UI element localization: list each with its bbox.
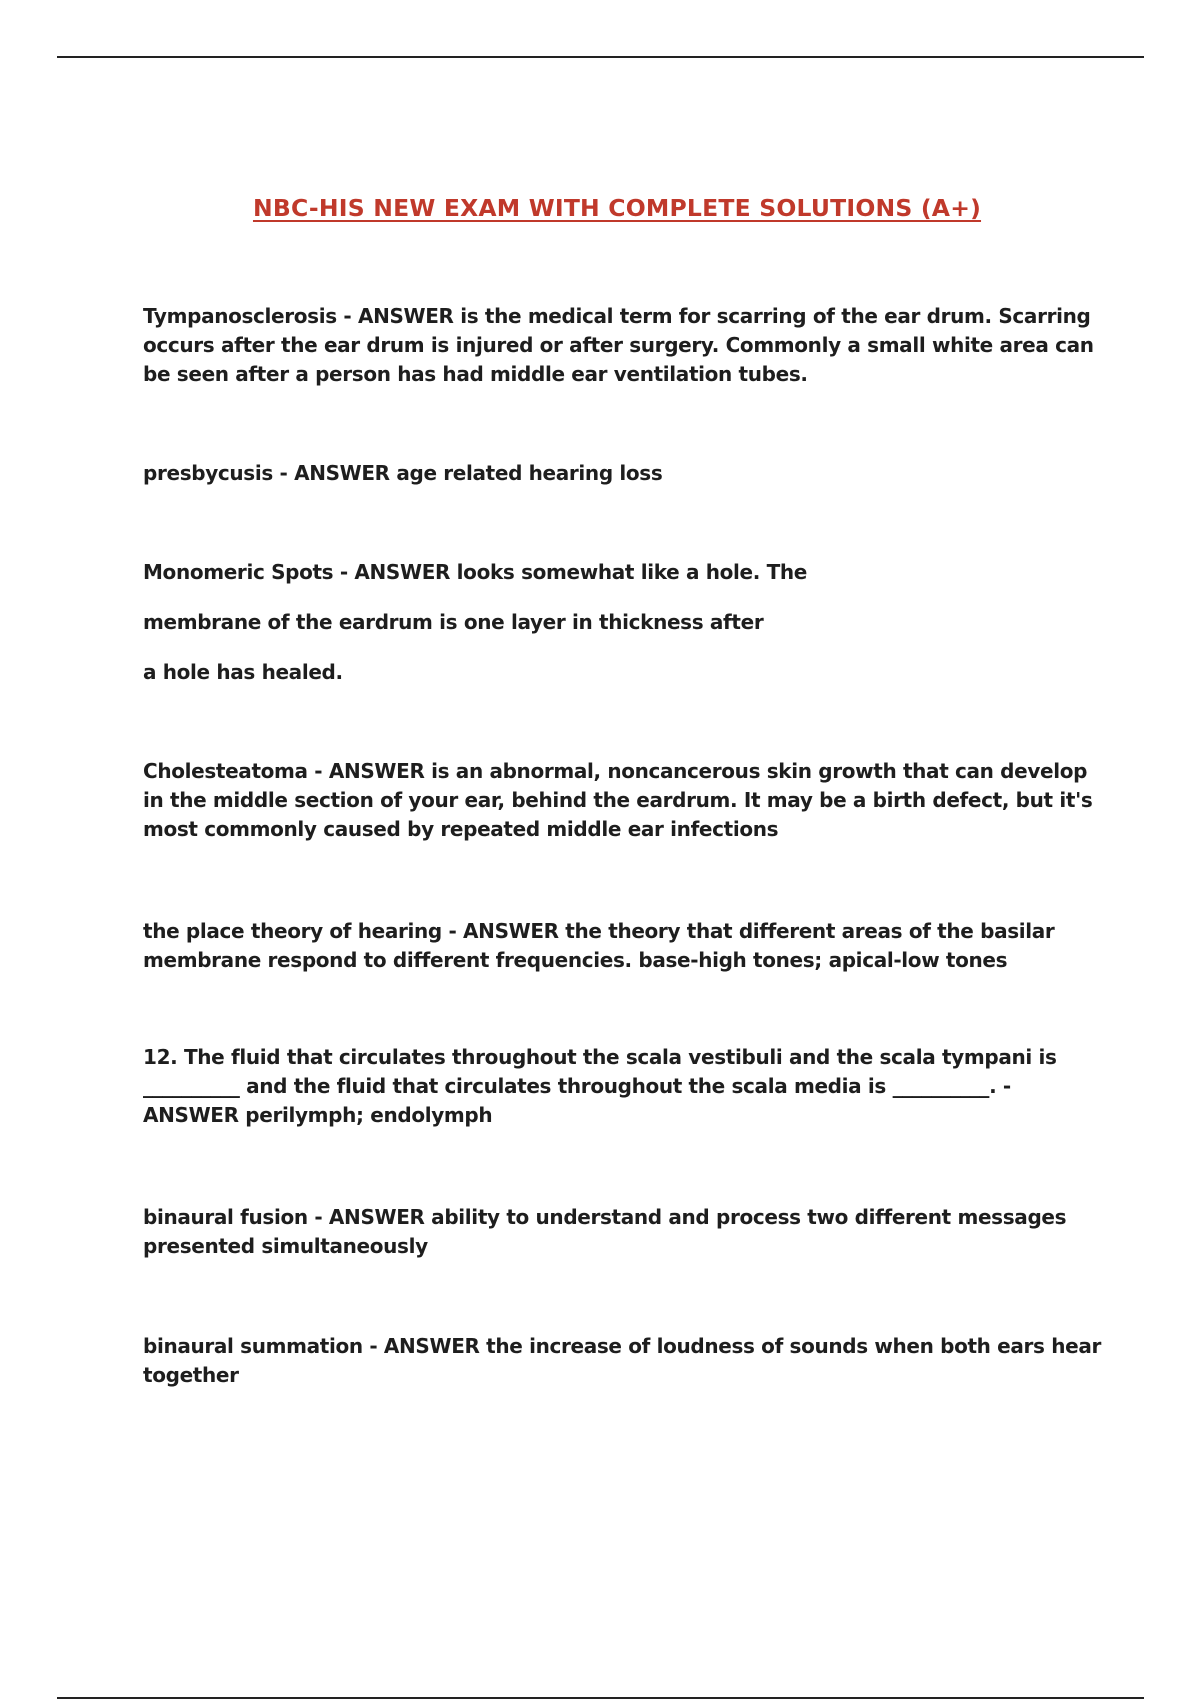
entry-scala-fluids	[143, 1043, 1103, 1130]
entry-line: ANSWER perilymph; endolymph	[143, 1103, 493, 1127]
entry-line: be seen after a person has had middle ear ventilation tubes.	[143, 362, 808, 386]
header-rule	[57, 56, 1144, 58]
entry-line: most commonly caused by repeated middle ear infections	[143, 817, 779, 841]
entry-line: presbycusis - ANSWER age related hearing loss	[143, 461, 663, 485]
entry-binaural-fusion	[143, 1203, 1103, 1261]
entry-line: presented simultaneously	[143, 1234, 428, 1258]
footer-rule	[57, 1697, 1144, 1699]
entry-line: in the middle section of your ear, behind the eardrum. It may be a birth defect, but it's	[143, 788, 1093, 812]
entry-cholesteatoma	[143, 757, 1103, 844]
entry-binaural-summation	[143, 1332, 1103, 1390]
entry-presbycusis	[143, 459, 1103, 488]
entry-line: a hole has healed.	[143, 660, 343, 684]
entry-line: binaural fusion - ANSWER ability to understand and process two different messages	[143, 1205, 1067, 1229]
entry-line: Monomeric Spots - ANSWER looks somewhat like a hole. The	[143, 560, 807, 584]
entry-line: 12. The fluid that circulates throughout the scala vestibuli and the scala tympani is	[143, 1045, 1057, 1069]
entry-monomeric-spots	[143, 558, 1103, 687]
entry-tympanosclerosis	[143, 302, 1103, 389]
entry-line: Tympanosclerosis - ANSWER is the medical term for scarring of the ear drum. Scarring	[143, 304, 1091, 328]
entry-line: the place theory of hearing - ANSWER the theory that different areas of the basilar	[143, 919, 1055, 943]
entry-line: __________ and the fluid that circulates throughout the scala media is __________. -	[143, 1074, 1011, 1098]
entry-place-theory	[143, 917, 1103, 975]
document-title: NBC-HIS NEW EXAM WITH COMPLETE SOLUTIONS (A+)	[252, 194, 982, 222]
entry-line: Cholesteatoma - ANSWER is an abnormal, noncancerous skin growth that can develop	[143, 759, 1088, 783]
entry-line: membrane of the eardrum is one layer in thickness after	[143, 610, 764, 634]
entry-line: together	[143, 1363, 239, 1387]
entry-line: binaural summation - ANSWER the increase of loudness of sounds when both ears hear	[143, 1334, 1101, 1358]
entry-line: occurs after the ear drum is injured or after surgery. Commonly a small white area can	[143, 333, 1094, 357]
entry-line: membrane respond to different frequencies. base-high tones; apical-low tones	[143, 948, 1008, 972]
